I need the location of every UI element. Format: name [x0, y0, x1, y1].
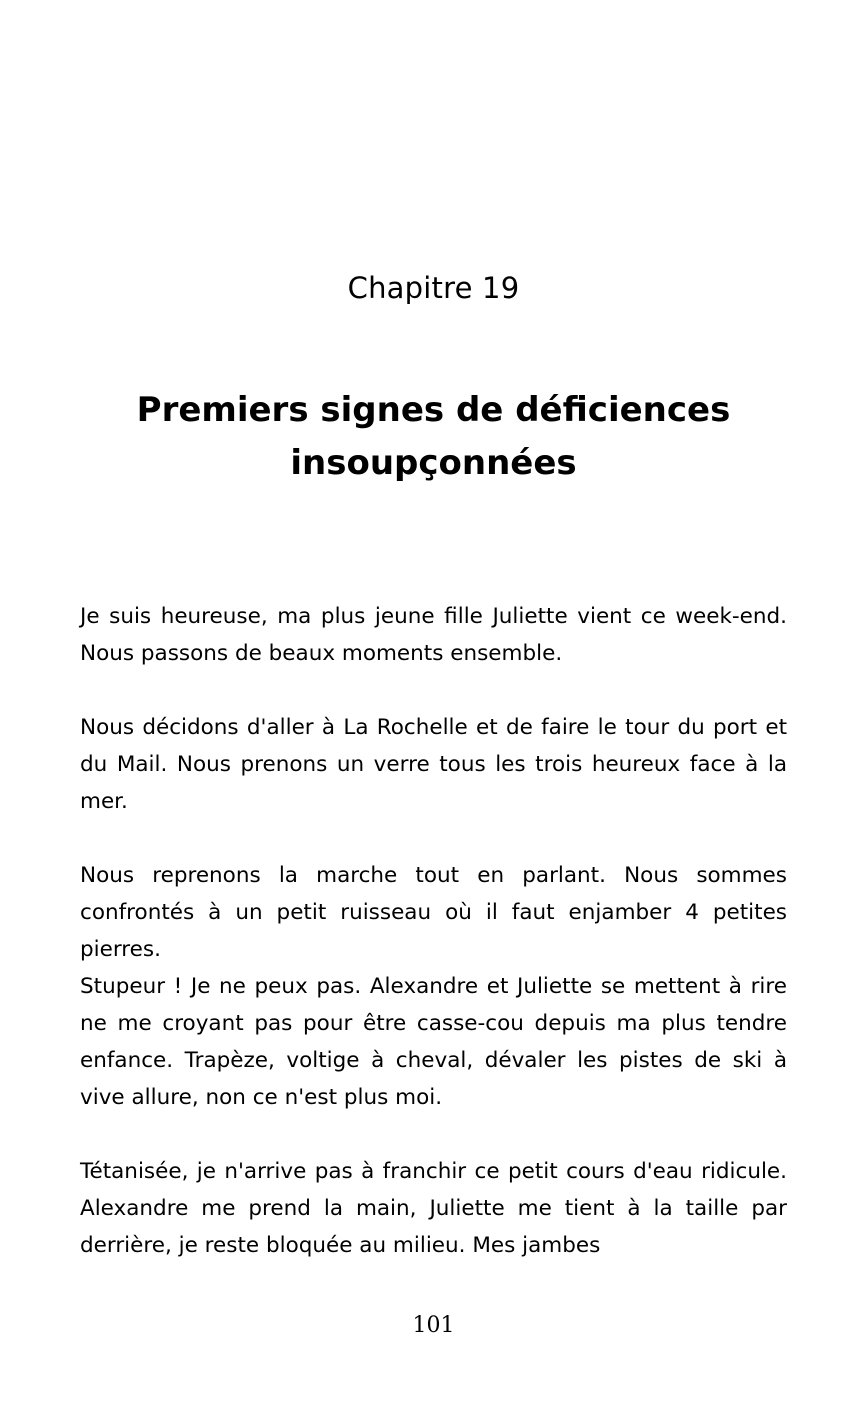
paragraph-4: Stupeur ! Je ne peux pas. Alexandre et Juliette se mettent à rire ne me croyant pas pour être casse-cou depuis ma plus tendre enfance. Trapèze, voltige à cheval, dévaler les pistes de ski à vive allure, non ce n'est plus moi. — [80, 974, 787, 1110]
paragraph-2: Nous décidons d'aller à La Rochelle et de faire le tour du port et du Mail. Nous prenons un verre tous les trois heureux face à la mer. — [80, 715, 787, 814]
body-text — [80, 598, 787, 1264]
paragraph-1: Je suis heureuse, ma plus jeune fille Juliette vient ce week-end. Nous passons de beaux moments ensemble. — [80, 604, 787, 666]
chapter-title-line-2: insoupçonnées — [290, 443, 577, 483]
chapter-title — [80, 384, 787, 490]
paragraph-5: Tétanisée, je n'arrive pas à franchir ce petit cours d'eau ridicule. Alexandre me prend la main, Juliette me tient à la taille par derrière, je reste bloquée au milieu. Mes jambes — [80, 1159, 787, 1258]
page-number: 101 — [412, 1313, 455, 1338]
chapter-number: Chapitre 19 — [347, 271, 520, 305]
chapter-title-line-1: Premiers signes de déficiences — [136, 390, 731, 430]
paragraph-3: Nous reprenons la marche tout en parlant. Nous sommes confrontés à un petit ruisseau où il faut enjamber 4 petites pierres. — [80, 863, 787, 962]
